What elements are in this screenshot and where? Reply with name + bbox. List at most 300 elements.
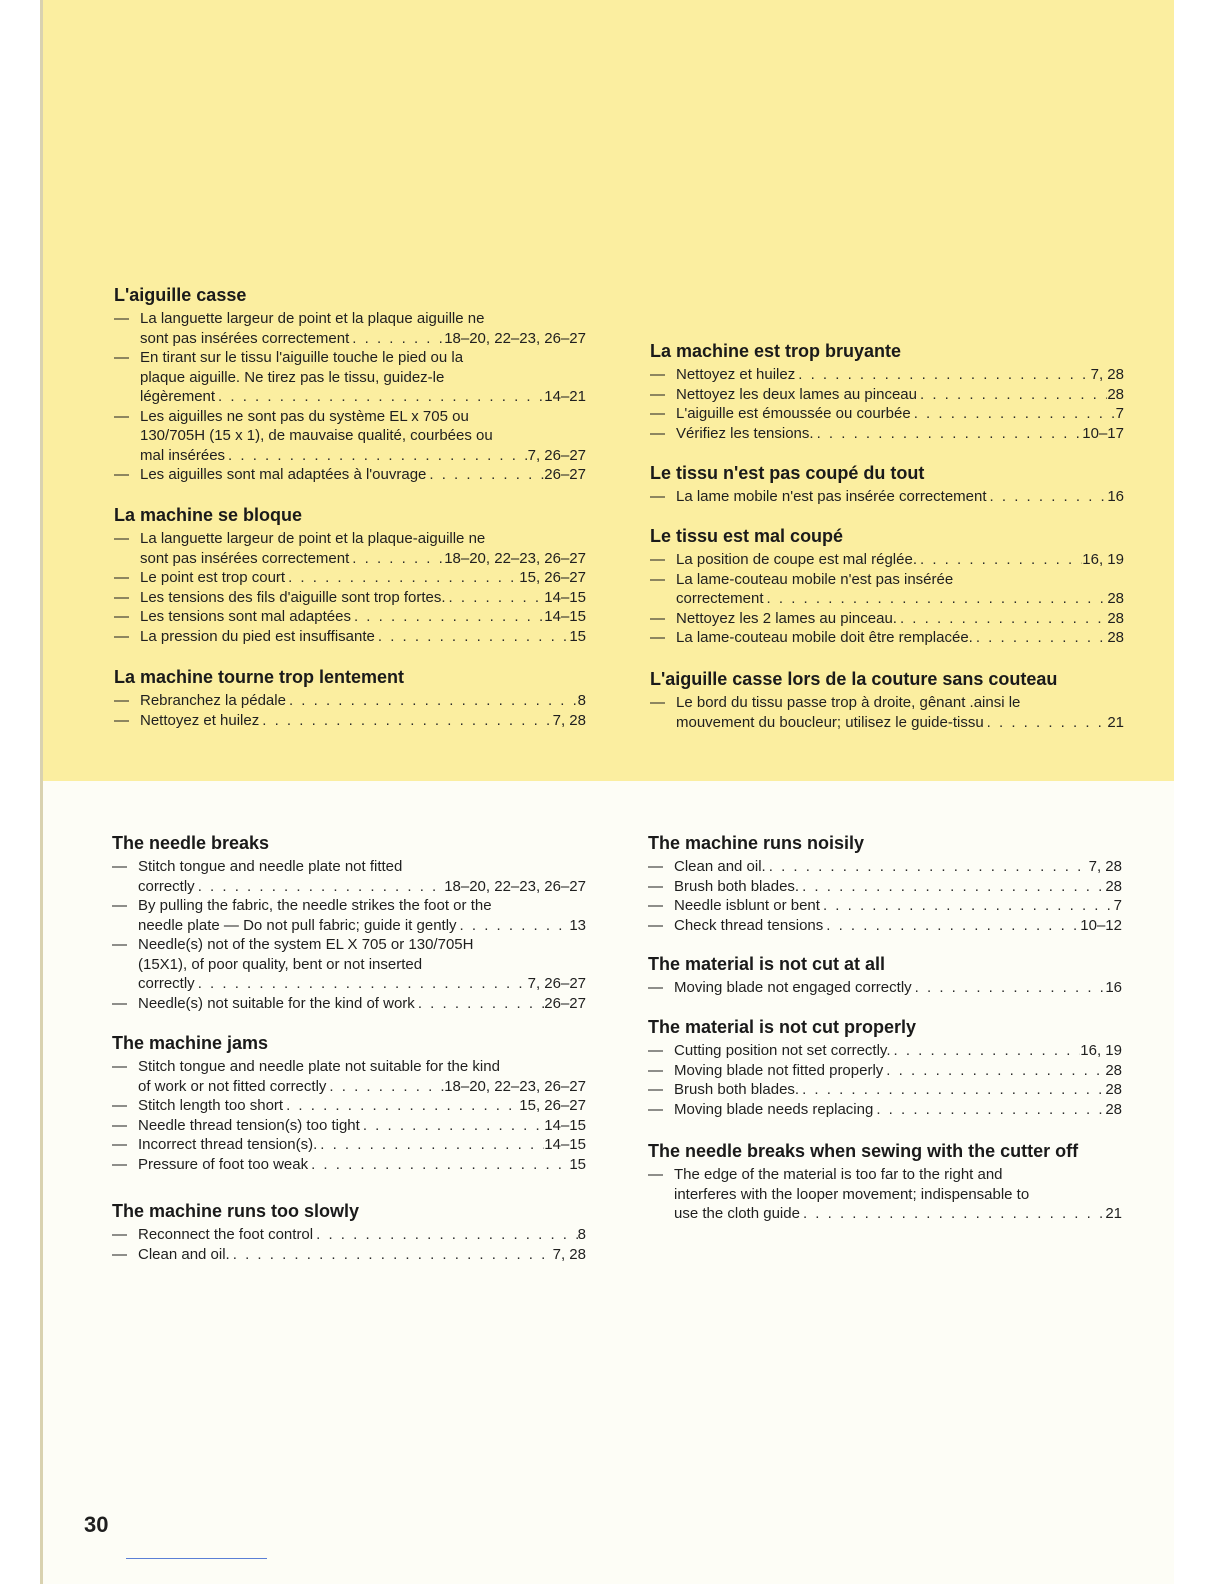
page-reference: 28 (1107, 629, 1124, 646)
remedy-leader-line (674, 877, 1122, 897)
dot-leader (313, 1225, 578, 1245)
dot-leader (360, 1116, 544, 1136)
dot-leader (457, 916, 570, 936)
remedy-item (650, 570, 1124, 609)
remedy-text-line (138, 896, 586, 916)
remedy-leader-line (674, 1041, 1122, 1061)
section-heading: Le tissu est mal coupé (650, 526, 844, 546)
page-reference: 14–21 (544, 388, 586, 405)
remedy-text: Incorrect thread tension(s). (138, 1136, 318, 1153)
remedy-leader-line (138, 994, 586, 1014)
page-reference: 15 (569, 627, 586, 645)
section-heading: The machine jams (112, 1033, 269, 1053)
remedy-item (114, 568, 586, 588)
dot-leader (820, 896, 1114, 916)
page-reference: 15, 26–27 (519, 1097, 586, 1114)
list-dash: — (112, 994, 127, 1012)
remedy-leader-line (138, 1245, 586, 1265)
remedy-text: La languette largeur de point et la plaque-aiguille ne (140, 530, 486, 547)
remedy-text: plaque aiguille. Ne tirez pas le tissu, guidez-le (140, 368, 445, 386)
remedy-leader-line (140, 568, 586, 588)
remedy-text: By pulling the fabric, the needle strikes the foot or the (138, 897, 492, 914)
dot-leader (351, 607, 544, 627)
page-reference: 18–20, 22–23, 26–27 (444, 549, 586, 567)
list-dash: — (648, 916, 663, 934)
remedy-text: Moving blade not engaged correctly (674, 979, 912, 996)
remedy-item (650, 487, 1124, 507)
remedy-text: Nettoyez et huilez (140, 711, 260, 729)
remedy-text: La lame-couteau mobile doit être remplacée. (676, 629, 973, 646)
troubleshooting-section (114, 503, 586, 646)
list-dash: — (648, 1061, 663, 1079)
list-dash: — (650, 488, 665, 505)
list-dash: — (650, 405, 665, 422)
remedy-text-line (138, 1057, 586, 1077)
list-dash: — (650, 366, 665, 383)
remedy-text: La lame-couteau mobile n'est pas insérée (676, 570, 954, 588)
remedy-item (114, 711, 586, 731)
remedy-item (114, 691, 586, 711)
page-reference: 15, 26–27 (519, 569, 586, 586)
section-heading: La machine se bloque (114, 505, 303, 525)
remedy-item (650, 628, 1124, 648)
remedy-leader-line (676, 550, 1124, 570)
troubleshooting-section (650, 461, 1124, 507)
dot-leader (225, 446, 528, 466)
remedy-text: Le bord du tissu passe trop à droite, gênant .ainsi le (676, 694, 1021, 711)
page-reference: 15 (569, 1155, 586, 1173)
list-dash: — (650, 629, 665, 646)
troubleshooting-section (650, 524, 1124, 648)
remedy-item (112, 1116, 586, 1136)
remedy-text: correctly (138, 877, 195, 895)
troubleshooting-section (112, 1199, 586, 1264)
remedy-item (114, 309, 586, 348)
remedy-leader-line (676, 385, 1124, 405)
troubleshooting-section (112, 1031, 586, 1174)
list-dash: — (648, 858, 663, 875)
dot-leader (799, 1080, 1105, 1100)
dot-leader (987, 487, 1108, 507)
page-reference: 7 (1113, 897, 1122, 914)
remedy-text: Needle(s) not suitable for the kind of work (138, 994, 415, 1012)
page-reference: 16, 19 (1082, 551, 1124, 568)
remedy-leader-line (138, 877, 586, 897)
dot-leader (766, 857, 1089, 877)
page-reference: 7, 28 (1088, 858, 1122, 875)
remedy-leader-line (674, 1061, 1122, 1081)
dot-leader (883, 1061, 1105, 1081)
remedy-leader-line (674, 1080, 1122, 1100)
dot-leader (285, 568, 519, 588)
troubleshooting-section (112, 831, 586, 1013)
page-reference: 14–15 (544, 1116, 586, 1134)
list-dash: — (114, 711, 129, 729)
remedy-item (648, 857, 1122, 877)
list-dash: — (112, 1245, 127, 1263)
remedy-leader-line (676, 628, 1124, 648)
remedy-text: Brush both blades. (674, 1081, 800, 1098)
troubleshooting-section (648, 1139, 1122, 1224)
remedy-text: Pressure of foot too weak (138, 1155, 309, 1173)
remedy-text: La languette largeur de point et la plaque aiguille ne (140, 310, 485, 327)
remedy-item (114, 407, 586, 466)
section-heading: Le tissu n'est pas coupé du tout (650, 463, 925, 483)
remedy-text: Clean and oil. (674, 858, 766, 875)
remedy-leader-line (676, 589, 1124, 609)
list-dash: — (112, 1155, 127, 1173)
remedy-leader-line (140, 588, 586, 608)
remedy-leader-line (138, 1135, 586, 1155)
remedy-item (648, 1061, 1122, 1081)
remedy-text: légèrement (140, 388, 216, 405)
dot-leader (795, 365, 1090, 385)
list-dash: — (114, 310, 129, 327)
list-dash: — (114, 349, 129, 366)
remedy-text-line (140, 426, 586, 446)
list-dash: — (650, 385, 665, 403)
dot-leader (415, 994, 544, 1014)
troubleshooting-section (650, 339, 1124, 443)
page-reference: 26–27 (544, 466, 586, 483)
dot-leader (446, 588, 545, 608)
remedy-text-line (140, 309, 586, 329)
dot-leader (764, 589, 1108, 609)
section-heading: The needle breaks when sewing with the cutter off (648, 1141, 1079, 1161)
remedy-leader-line (138, 916, 586, 936)
remedy-text: Brush both blades. (674, 877, 800, 895)
troubleshooting-section (114, 665, 586, 730)
dot-leader (286, 691, 578, 711)
page-reference: 7, 26–27 (527, 446, 586, 464)
list-dash: — (650, 570, 665, 588)
remedy-text: sont pas insérées correctement (140, 549, 350, 567)
page-reference: 14–15 (544, 608, 586, 625)
page-reference: 28 (1105, 877, 1122, 895)
list-dash: — (648, 877, 663, 895)
troubleshooting-section (648, 831, 1122, 935)
list-dash: — (648, 979, 663, 996)
page-reference: 7, 26–27 (527, 975, 586, 992)
section-heading: The material is not cut properly (648, 1017, 917, 1037)
list-dash: — (648, 1166, 663, 1183)
remedy-item (650, 424, 1124, 444)
remedy-text: Reconnect the foot control (138, 1226, 314, 1243)
list-dash: — (112, 1058, 127, 1075)
remedy-leader-line (674, 916, 1122, 936)
dot-leader (814, 424, 1083, 444)
remedy-leader-line (138, 1096, 586, 1116)
section-heading: The material is not cut at all (648, 954, 886, 974)
list-dash: — (112, 1116, 127, 1134)
remedy-leader-line (674, 1100, 1122, 1120)
page-reference: 13 (569, 916, 586, 934)
page-reference: 8 (577, 1226, 586, 1243)
page-reference: 28 (1107, 609, 1124, 627)
remedy-text-line (138, 955, 586, 975)
page-reference: 16 (1107, 488, 1124, 505)
remedy-item (112, 994, 586, 1014)
page-reference: 18–20, 22–23, 26–27 (444, 329, 586, 347)
remedy-text: Le point est trop court (140, 569, 286, 586)
page-reference: 18–20, 22–23, 26–27 (444, 1077, 586, 1095)
section-heading: La machine tourne trop lentement (114, 667, 405, 687)
remedy-item (112, 1225, 586, 1245)
remedy-item (650, 693, 1124, 732)
remedy-leader-line (140, 691, 586, 711)
dot-leader (375, 627, 569, 647)
remedy-leader-line (140, 387, 586, 407)
troubleshooting-section (114, 283, 586, 485)
page-reference: 7, 28 (552, 1245, 586, 1263)
remedy-item (112, 1096, 586, 1116)
remedy-leader-line (138, 974, 586, 994)
remedy-text: correctement (676, 590, 764, 607)
list-dash: — (650, 609, 665, 627)
list-dash: — (114, 569, 129, 586)
remedy-text: Clean and oil. (138, 1245, 230, 1263)
list-dash: — (114, 466, 129, 483)
dot-leader (259, 711, 552, 731)
page-reference: 10–12 (1080, 916, 1122, 934)
dot-leader (984, 713, 1108, 733)
page-reference: 28 (1105, 1100, 1122, 1118)
remedy-text: Les aiguilles ne sont pas du système EL x 705 ou (140, 407, 469, 425)
page-reference: 21 (1107, 713, 1124, 731)
list-dash: — (112, 858, 127, 875)
list-dash: — (648, 1100, 663, 1118)
remedy-item (112, 1155, 586, 1175)
section-heading: The needle breaks (112, 833, 270, 853)
remedy-leader-line (674, 896, 1122, 916)
dot-leader (308, 1155, 569, 1175)
page-reference: 28 (1105, 1061, 1122, 1079)
list-dash: — (650, 551, 665, 568)
dot-leader (230, 1245, 553, 1265)
page-edge (40, 0, 43, 1584)
remedy-text: The edge of the material is too far to the right and (674, 1166, 1003, 1183)
remedy-text: Nettoyez et huilez (676, 366, 796, 383)
remedy-item (650, 404, 1124, 424)
remedy-leader-line (140, 607, 586, 627)
remedy-text: Les aiguilles sont mal adaptées à l'ouvrage (140, 466, 427, 483)
remedy-text: Stitch tongue and needle plate not fitted (138, 858, 403, 875)
remedy-text: Nettoyez les 2 lames au pinceau. (676, 609, 897, 627)
remedy-text-line (140, 407, 586, 427)
remedy-text: Moving blade needs replacing (674, 1100, 874, 1118)
remedy-text: Needle(s) not of the system EL X 705 or 130/705H (138, 936, 474, 953)
list-dash: — (114, 692, 129, 709)
dot-leader (215, 387, 544, 407)
dot-leader (317, 1135, 544, 1155)
remedy-text: Moving blade not fitted properly (674, 1061, 884, 1079)
remedy-text: Needle thread tension(s) too tight (138, 1116, 360, 1134)
section-heading: L'aiguille casse lors de la couture sans couteau (650, 669, 1058, 689)
remedy-text-line (138, 935, 586, 955)
remedy-item (648, 1041, 1122, 1061)
list-dash: — (650, 694, 665, 711)
remedy-item (112, 1245, 586, 1265)
remedy-item (648, 1165, 1122, 1224)
remedy-text: mal insérées (140, 446, 226, 464)
remedy-text: sont pas insérées correctement (140, 329, 350, 347)
remedy-text: use the cloth guide (674, 1205, 800, 1222)
remedy-leader-line (676, 365, 1124, 385)
remedy-text-line (140, 368, 586, 388)
dot-leader (326, 1077, 444, 1097)
remedy-item (114, 627, 586, 647)
remedy-item (114, 588, 586, 608)
dot-leader (912, 978, 1106, 998)
remedy-leader-line (676, 424, 1124, 444)
remedy-item (112, 896, 586, 935)
dot-leader (800, 1204, 1105, 1224)
remedy-text: La lame mobile n'est pas insérée correctement (676, 488, 987, 505)
page-reference: 28 (1107, 385, 1124, 403)
list-dash: — (112, 1136, 127, 1153)
remedy-item (650, 365, 1124, 385)
section-heading: La machine est trop bruyante (650, 341, 902, 361)
remedy-item (650, 609, 1124, 629)
list-dash: — (648, 897, 663, 914)
footer-rule (126, 1558, 267, 1559)
page-number: 30 (84, 1512, 109, 1537)
remedy-text: L'aiguille est émoussée ou courbée (676, 405, 911, 422)
list-dash: — (114, 530, 129, 547)
remedy-text: (15X1), of poor quality, bent or not inserted (138, 955, 423, 973)
remedy-text: Stitch length too short (138, 1097, 284, 1114)
dot-leader (349, 549, 444, 569)
remedy-text: Stitch tongue and needle plate not suitable for the kind (138, 1058, 500, 1075)
dot-leader (823, 916, 1080, 936)
section-heading: The machine runs noisily (648, 833, 865, 853)
remedy-leader-line (676, 609, 1124, 629)
page-reference: 16, 19 (1080, 1042, 1122, 1059)
remedy-text-line (676, 570, 1124, 590)
remedy-item (650, 550, 1124, 570)
remedy-item (114, 529, 586, 568)
remedy-text: correctly (138, 975, 195, 992)
remedy-item (112, 1135, 586, 1155)
remedy-item (112, 857, 586, 896)
page-reference: 14–15 (544, 1136, 586, 1153)
list-dash: — (114, 627, 129, 645)
dot-leader (917, 550, 1082, 570)
remedy-leader-line (676, 713, 1124, 733)
dot-leader (195, 877, 445, 897)
list-dash: — (648, 1042, 663, 1059)
list-dash: — (114, 608, 129, 625)
remedy-text-line (674, 1165, 1122, 1185)
remedy-text: Nettoyez les deux lames au pinceau (676, 385, 917, 403)
remedy-leader-line (676, 404, 1124, 424)
remedy-text: Les tensions des fils d'aiguille sont trop fortes. (140, 588, 446, 606)
remedy-item (648, 896, 1122, 916)
dot-leader (195, 974, 528, 994)
list-dash: — (114, 588, 129, 606)
page-reference: 8 (577, 692, 586, 709)
list-dash: — (648, 1081, 663, 1098)
remedy-text-line (140, 348, 586, 368)
remedy-leader-line (674, 978, 1122, 998)
remedy-item (114, 348, 586, 407)
page-reference: 28 (1107, 590, 1124, 607)
remedy-text: Cutting position not set correctly. (674, 1042, 891, 1059)
remedy-item (114, 607, 586, 627)
remedy-leader-line (140, 446, 586, 466)
remedy-item (648, 877, 1122, 897)
page-reference: 28 (1105, 1081, 1122, 1098)
list-dash: — (112, 1226, 127, 1243)
remedy-text: 130/705H (15 x 1), de mauvaise qualité, courbées ou (140, 427, 493, 444)
remedy-leader-line (140, 465, 586, 485)
remedy-text: interferes with the looper movement; indispensable to (674, 1185, 1030, 1203)
dot-leader (283, 1096, 519, 1116)
page-reference: 7, 28 (552, 711, 586, 729)
remedy-leader-line (138, 1155, 586, 1175)
remedy-text: mouvement du boucleur; utilisez le guide-tissu (676, 713, 984, 731)
remedy-text: Needle isblunt or bent (674, 897, 820, 914)
remedy-text: Check thread tensions (674, 916, 824, 934)
remedy-leader-line (138, 1225, 586, 1245)
remedy-text-line (676, 693, 1124, 713)
section-heading: L'aiguille casse (114, 285, 247, 305)
page-reference: 26–27 (544, 994, 586, 1012)
list-dash: — (112, 1097, 127, 1114)
remedy-text: La position de coupe est mal réglée. (676, 551, 917, 568)
page-reference: 14–15 (544, 588, 586, 606)
page-reference: 21 (1105, 1205, 1122, 1222)
remedy-leader-line (674, 857, 1122, 877)
remedy-leader-line (676, 487, 1124, 507)
dot-leader (897, 609, 1107, 629)
dot-leader (911, 404, 1116, 424)
page-reference: 7 (1115, 405, 1124, 422)
page-reference: 10–17 (1082, 424, 1124, 442)
section-heading: The machine runs too slowly (112, 1201, 360, 1221)
remedy-text-line (140, 529, 586, 549)
remedy-leader-line (674, 1204, 1122, 1224)
page-reference: 7, 28 (1090, 366, 1124, 383)
dot-leader (349, 329, 444, 349)
dot-leader (891, 1041, 1081, 1061)
remedy-text: En tirant sur le tissu l'aiguille touche le pied ou la (140, 349, 464, 366)
remedy-item (648, 916, 1122, 936)
remedy-text-line (674, 1185, 1122, 1205)
remedy-leader-line (140, 329, 586, 349)
list-dash: — (114, 407, 129, 425)
remedy-item (648, 1080, 1122, 1100)
remedy-item (112, 1057, 586, 1096)
remedy-item (650, 385, 1124, 405)
remedy-item (648, 1100, 1122, 1120)
remedy-leader-line (140, 627, 586, 647)
remedy-text: Les tensions sont mal adaptées (140, 608, 351, 625)
remedy-leader-line (138, 1116, 586, 1136)
dot-leader (917, 385, 1107, 405)
list-dash: — (112, 897, 127, 914)
remedy-item (114, 465, 586, 485)
troubleshooting-section (650, 667, 1124, 732)
remedy-item (648, 978, 1122, 998)
page-reference: 16 (1105, 979, 1122, 996)
dot-leader (799, 877, 1105, 897)
list-dash: — (650, 424, 665, 442)
page-reference: 18–20, 22–23, 26–27 (444, 877, 586, 895)
remedy-item (112, 935, 586, 994)
remedy-text: needle plate — Do not pull fabric; guide it gently (138, 916, 457, 934)
troubleshooting-section (648, 1015, 1122, 1119)
